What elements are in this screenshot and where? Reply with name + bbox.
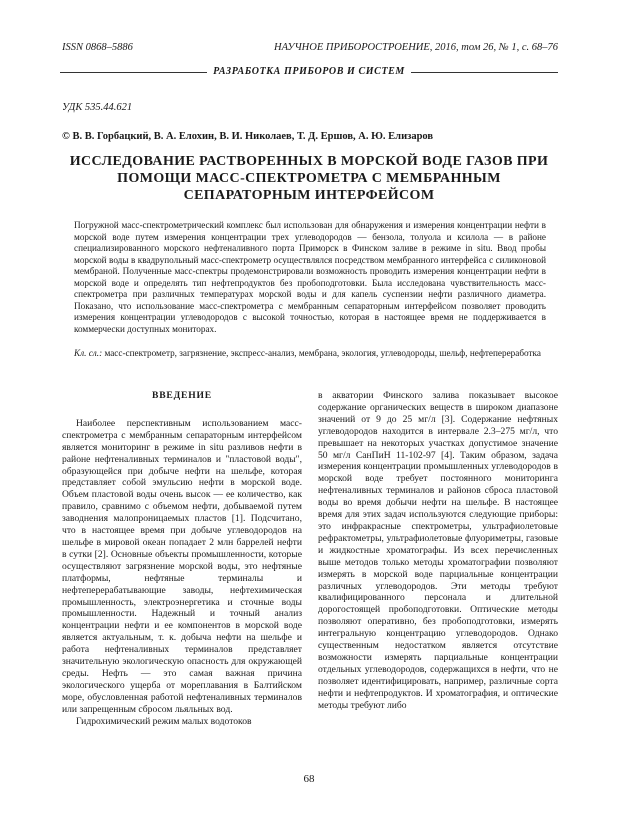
left-paragraph-1: Наиболее перспективным использованием масс-спектрометра с мембранным сепараторным интерфейсом является мониторинг в режиме in situ разливов нефти в районе нефтеналивных терминалов и "пластовой воды", образующейся при добыче нефти на шельфе, которая представляет собой эмульсию нефти в морской воде. Объем пластовой воды очень высок — ее количество, как правило, сравнимо с объемом нефти, добываемой путем заводнения малопроницаемых пластов [1]. Подсчитано, что в настоящее время при добыче углеводородов на шельфе в мировой океан попадает 2 млн баррелей нефти в сутки [2]. Основные объекты промышленности, которые осуществляют загрязнение морской воды, это нефтяные платформы, нефтяные терминалы и нефтеперерабатывающие заводы, нефтехимическая промышленность, электроэнергетика и сточные воды промышленности. Надежный и точный анализ концентрации нефти и ее компонентов в морской воде является актуальным, т. к. добыча нефти на шельфе и работа нефтеналивных терминалов представляет значительную экологическую опасность для окружающей среды. Нефть — это самая важная причина экологического ущерба от мореплавания в Балтийском море, обусловленная работой нефтеналивных терминалов или запрещенным сбросом льяльных вод. [62,417,302,715]
section-title-text: РАЗРАБОТКА ПРИБОРОВ И СИСТЕМ [207,66,411,77]
right-paragraph-1: в акватории Финского залива показывает высокое содержание органических веществ в широком диапазоне значений от 9 до 25 мг/л [3]. Содержание нефтяных углеводородов находится в интервале 2.3–275 мг/л, что превышает на некоторых участках допустимое значение 50 мг/л СанПиН 11-102-97 [4]. Таким образом, задача измерения концентрации промышленных углеводородов в морской воде требует постоянного мониторинга нефтеналивных терминалов и районов сброса пластовой воды во время добычи нефти на шельфе. В настоящее время для этих задач используются следующие приборы: это инфракрасные спектрометры, ультрафиолетовые рефрактометры, ультрафиолетовые флуориметры, газовые и жидкостные хроматографы. Из всех перечисленных выше методов только методы хроматографии позволяют измерять в морской воде парциальные концентрации различных углеводородов. Эти методы требуют квалифицированного персонала и длительной дорогостоящей пробоподготовки. Оптические методы позволяют оперативно, без пробоподготовки, измерять интегральную концентрацию углеводородов. Однако существенным недостатком является отсутствие возможности измерять парциальные концентрации отдельных углеводородов, содержащихся в нефти, что не позволяет идентифицировать, например, различные сорта нефти и нефтепродуктов. И хроматография, и оптические методы требуют либо [318,390,558,711]
intro-heading: ВВЕДЕНИЕ [152,390,212,401]
left-paragraph-2: Гидрохимический режим малых водотоков [76,715,252,727]
section-title [60,66,558,77]
keywords [74,348,546,360]
article-title: ИССЛЕДОВАНИЕ РАСТВОРЕННЫХ В МОРСКОЙ ВОДЕ ГАЗОВ ПРИ ПОМОЩИ МАСС-СПЕКТРОМЕТРА С МЕМБРАННЫМ СЕПАРАТОРНЫМ ИНТЕРФЕЙСОМ [69,154,549,203]
keywords-text: масс-спектрометр, загрязнение, экспресс-анализ, мембрана, экология, углеводороды, шельф, нефтепереработка [104,348,541,358]
udc-code: УДК 535.44.621 [62,102,133,113]
left-column [62,390,302,727]
right-column [318,390,558,711]
page-number: 68 [303,773,315,785]
journal-citation: НАУЧНОЕ ПРИБОРОСТРОЕНИЕ, 2016, том 26, № 1, с. 68–76 [274,42,558,53]
abstract: Погружной масс-спектрометрический комплекс был использован для обнаружения и измерения концентрации нефти в морской воде путем измерения концентрации трех углеводородов — бензола, толуола и ксилола — в районе специализированного морского нефтеналивного порта Приморск в Финском заливе в режиме in situ. Ввод пробы морской воды в квадрупольный масс-спектрометр осуществлялся посредством мембранного интерфейса с силиконовой мембраной. Полученные масс-спектры продемонстрировали возможность проводить измерения концентрации нефти в морской воде и определять тип нефтепродуктов без пробоподготовки. Была исследована чувствительность масс-спектрометра при различных температурах морской воды и для капель суспензии нефти различного диаметра. Показано, что использование масс-спектрометра с мембранным сепараторным интерфейсом позволяет проводить измерения концентрации углеводородов с высокой точностью, которая в настоящее время не поддерживается в коммерчески доступных мониторах. [74,220,546,334]
keywords-label: Кл. сл.: [74,348,103,358]
journal-issn: ISSN 0868–5886 [62,42,133,53]
author-list: © В. В. Горбацкий, В. А. Елохин, В. И. Николаев, Т. Д. Ершов, А. Ю. Елизаров [62,131,434,142]
